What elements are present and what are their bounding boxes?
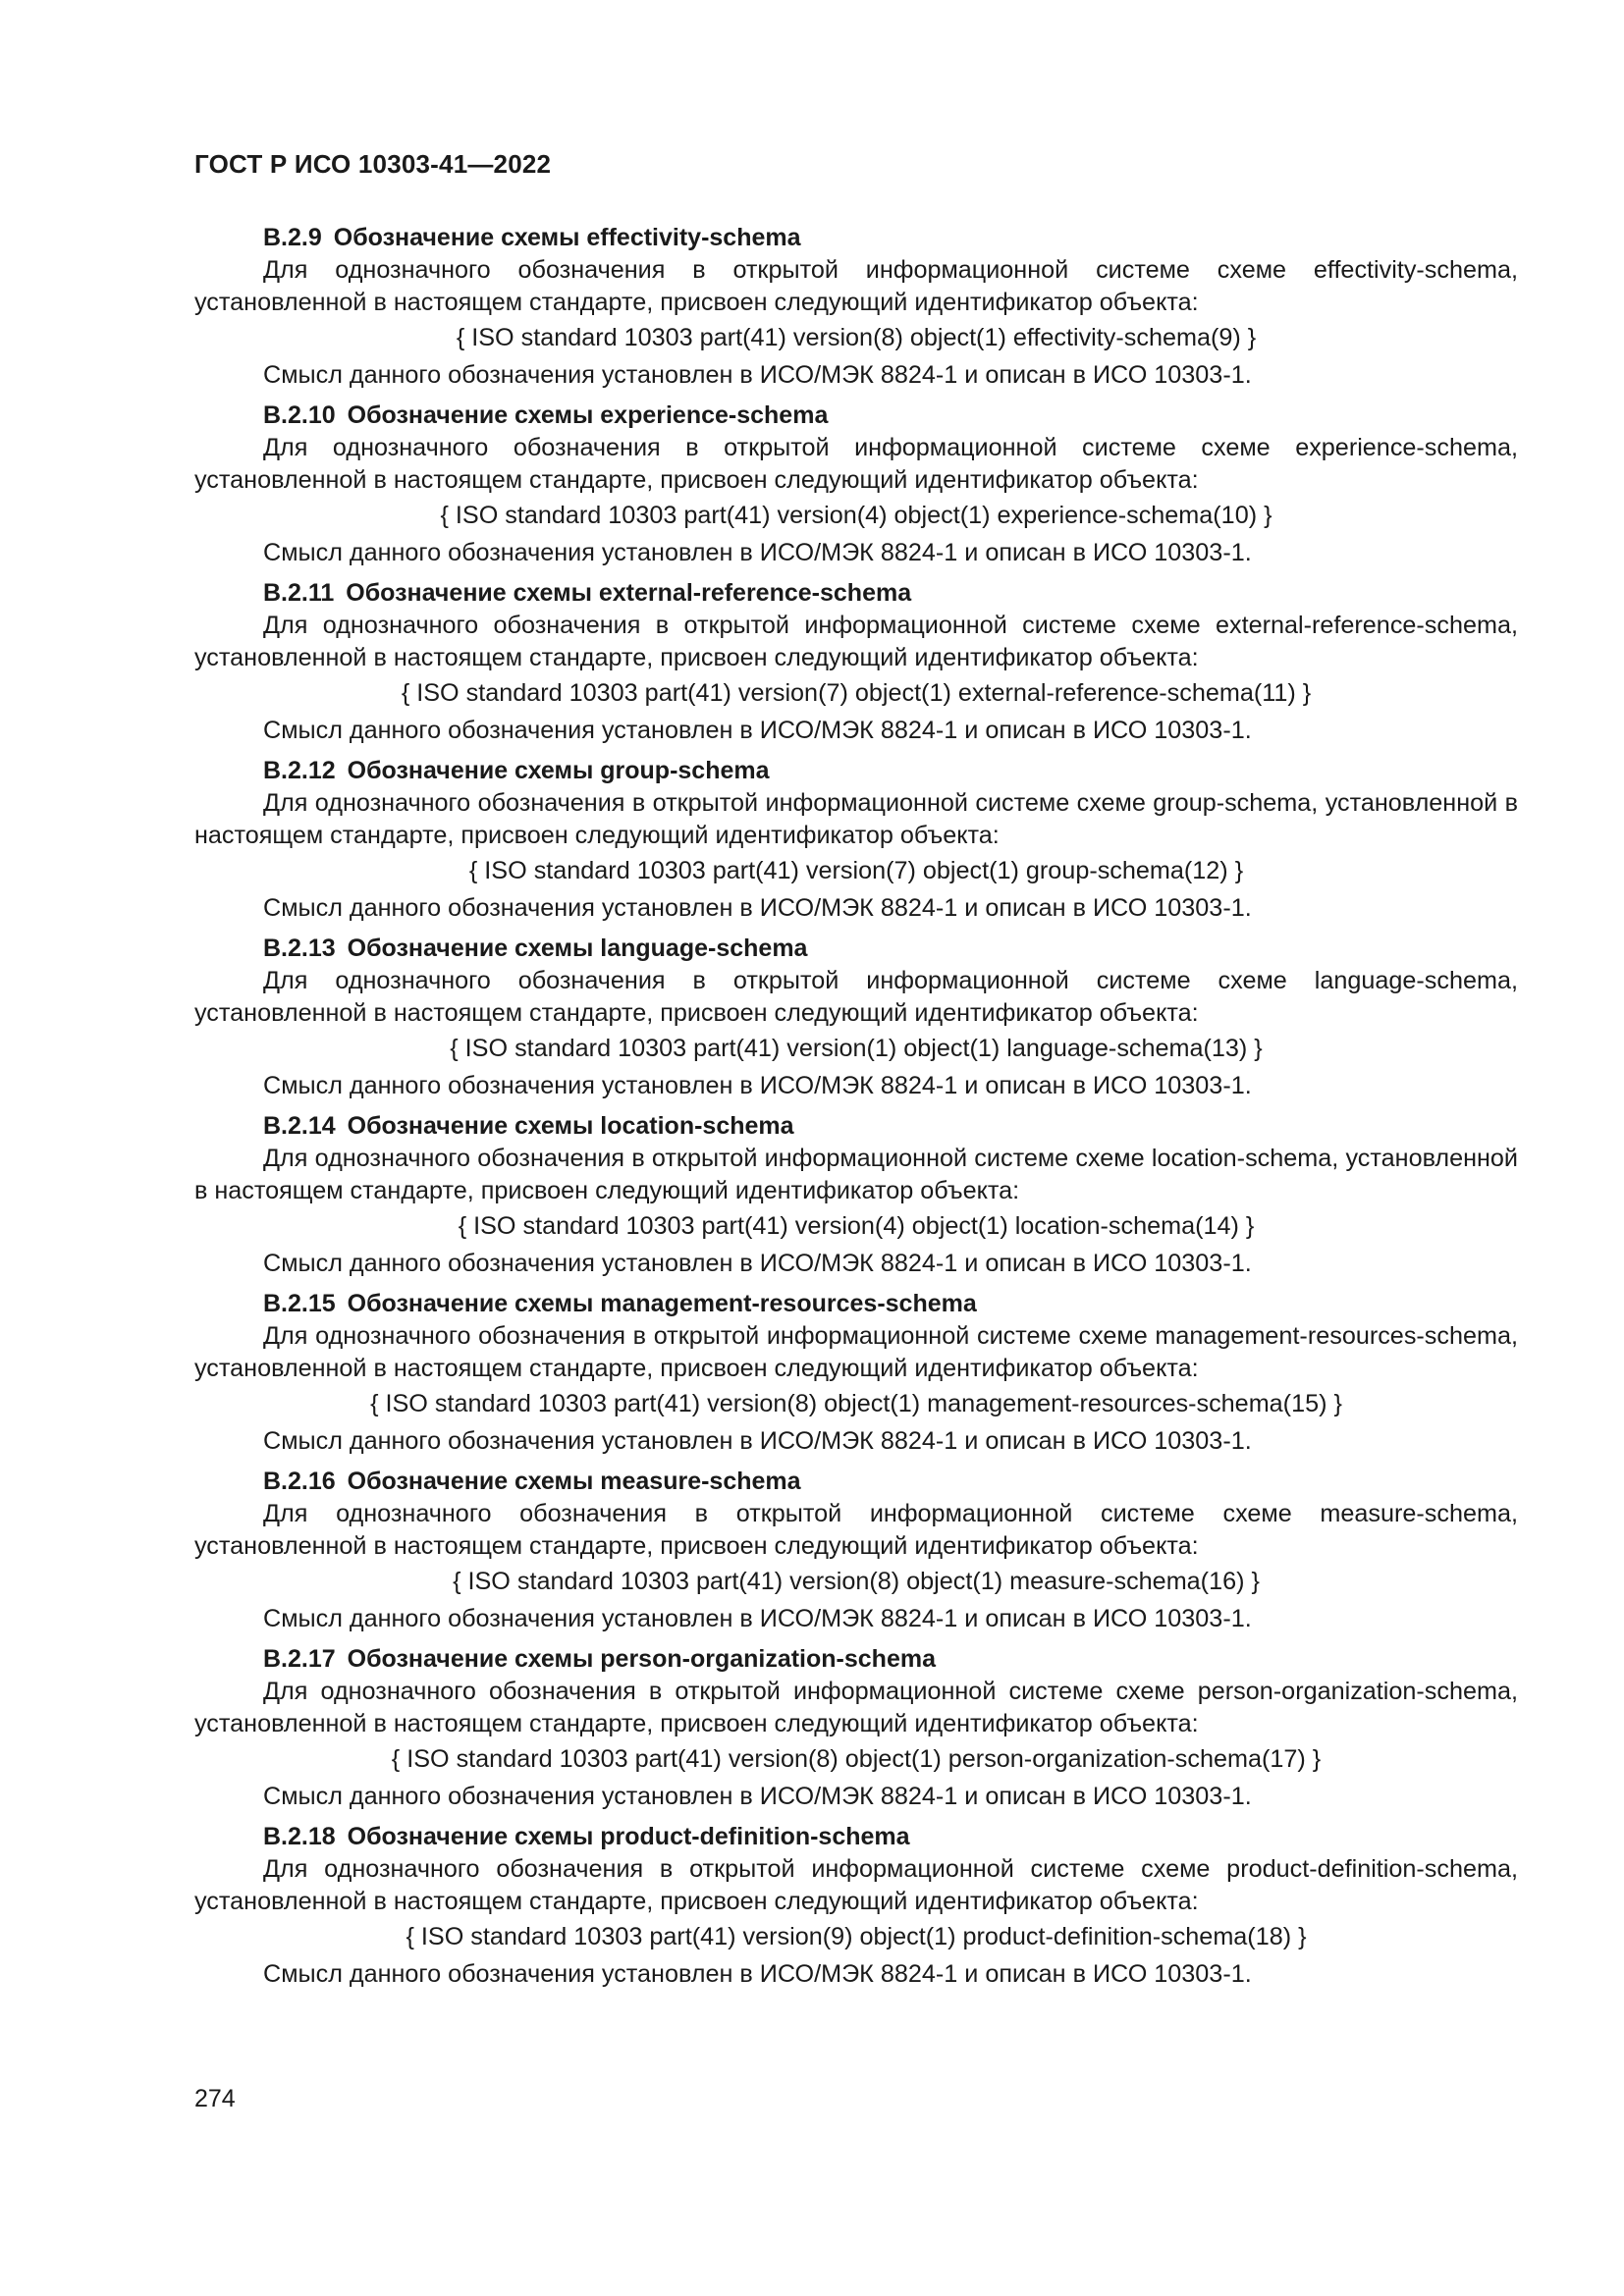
meaning-note: Смысл данного обозначения установлен в ИСО/МЭК 8824-1 и описан в ИСО 10303-1. [263, 1250, 1252, 1277]
object-identifier: { ISO standard 10303 part(41) version(1) object(1) language-schema(13) } [450, 1035, 1263, 1062]
section-heading: Обозначение схемы external-reference-schema [346, 579, 912, 607]
section-b-2-18 [194, 1821, 1518, 1991]
section-title [194, 1466, 1518, 1498]
section-title [194, 222, 1518, 254]
section-heading: Обозначение схемы product-definition-schema [347, 1823, 910, 1850]
section-number: B.2.15 [263, 1290, 336, 1317]
document-header: ГОСТ Р ИСО 10303-41—2022 [194, 149, 552, 179]
section-b-2-9 [194, 222, 1518, 392]
section-title [194, 1643, 1518, 1676]
section-heading: Обозначение схемы location-schema [347, 1112, 794, 1140]
meaning-note: Смысл данного обозначения установлен в ИСО/МЭК 8824-1 и описан в ИСО 10303-1. [263, 1783, 1252, 1810]
meaning-note: Смысл данного обозначения установлен в ИСО/МЭК 8824-1 и описан в ИСО 10303-1. [263, 539, 1252, 566]
meaning-note: Смысл данного обозначения установлен в ИСО/МЭК 8824-1 и описан в ИСО 10303-1. [263, 1605, 1252, 1632]
section-b-2-13 [194, 933, 1518, 1102]
object-identifier: { ISO standard 10303 part(41) version(4) object(1) experience-schema(10) } [440, 502, 1272, 529]
section-heading: Обозначение схемы person-organization-schema [347, 1645, 936, 1673]
section-number: B.2.17 [263, 1645, 336, 1673]
section-heading: Обозначение схемы language-schema [347, 934, 808, 962]
section-number: B.2.10 [263, 401, 336, 429]
section-b-2-16 [194, 1466, 1518, 1635]
page-number: 274 [194, 2085, 236, 2112]
section-title [194, 755, 1518, 787]
section-heading: Обозначение схемы experience-schema [347, 401, 829, 429]
section-description: Для однозначного обозначения в открытой информационной системе схеме external-reference-schema, установленной в настоящем стандарте, присвоен следующий идентификатор объекта: [194, 612, 1518, 671]
object-identifier: { ISO standard 10303 part(41) version(4) object(1) location-schema(14) } [458, 1212, 1255, 1240]
object-identifier: { ISO standard 10303 part(41) version(7) object(1) group-schema(12) } [468, 857, 1244, 884]
section-number: B.2.14 [263, 1112, 336, 1140]
section-heading: Обозначение схемы effectivity-schema [333, 224, 801, 251]
meaning-note: Смысл данного обозначения установлен в ИСО/МЭК 8824-1 и описан в ИСО 10303-1. [263, 1960, 1252, 1988]
meaning-note: Смысл данного обозначения установлен в ИСО/МЭК 8824-1 и описан в ИСО 10303-1. [263, 894, 1252, 922]
section-description: Для однозначного обозначения в открытой информационной системе схеме measure-schema, установленной в настоящем стандарте, присвоен следующий идентификатор объекта: [194, 1500, 1518, 1560]
section-title [194, 577, 1518, 610]
section-title [194, 933, 1518, 965]
object-identifier: { ISO standard 10303 part(41) version(8) object(1) measure-schema(16) } [453, 1568, 1260, 1595]
section-title [194, 400, 1518, 432]
meaning-note: Смысл данного обозначения установлен в ИСО/МЭК 8824-1 и описан в ИСО 10303-1. [263, 717, 1252, 744]
section-number: B.2.9 [263, 224, 322, 251]
object-identifier: { ISO standard 10303 part(41) version(8) object(1) effectivity-schema(9) } [456, 324, 1257, 351]
object-identifier: { ISO standard 10303 part(41) version(9) object(1) product-definition-schema(18) } [406, 1923, 1307, 1950]
object-identifier: { ISO standard 10303 part(41) version(8) object(1) person-organization-schema(17) } [391, 1745, 1322, 1773]
object-identifier: { ISO standard 10303 part(41) version(8) object(1) management-resources-schema(15) } [370, 1390, 1342, 1417]
section-description: Для однозначного обозначения в открытой информационной системе схеме effectivity-schema, установленной в настоящем стандарте, присвоен следующий идентификатор объекта: [194, 256, 1518, 316]
section-heading: Обозначение схемы management-resources-schema [347, 1290, 977, 1317]
section-title [194, 1821, 1518, 1853]
section-b-2-12 [194, 755, 1518, 925]
meaning-note: Смысл данного обозначения установлен в ИСО/МЭК 8824-1 и описан в ИСО 10303-1. [263, 1072, 1252, 1099]
section-heading: Обозначение схемы group-schema [347, 757, 770, 784]
section-description: Для однозначного обозначения в открытой информационной системе схеме language-schema, установленной в настоящем стандарте, присвоен следующий идентификатор объекта: [194, 967, 1518, 1027]
object-identifier: { ISO standard 10303 part(41) version(7) object(1) external-reference-schema(11) } [401, 679, 1312, 707]
section-description: Для однозначного обозначения в открытой информационной системе схеме experience-schema, установленной в настоящем стандарте, присвоен следующий идентификатор объекта: [194, 434, 1518, 494]
section-b-2-14 [194, 1110, 1518, 1280]
section-number: B.2.16 [263, 1468, 336, 1495]
section-title [194, 1288, 1518, 1320]
section-title [194, 1110, 1518, 1143]
meaning-note: Смысл данного обозначения установлен в ИСО/МЭК 8824-1 и описан в ИСО 10303-1. [263, 361, 1252, 389]
meaning-note: Смысл данного обозначения установлен в ИСО/МЭК 8824-1 и описан в ИСО 10303-1. [263, 1427, 1252, 1455]
section-b-2-11 [194, 577, 1518, 747]
section-description: Для однозначного обозначения в открытой информационной системе схеме management-resources-schema, установленной в настоящем стандарте, присвоен следующий идентификатор объекта: [194, 1322, 1518, 1382]
section-number: B.2.13 [263, 934, 336, 962]
section-description: Для однозначного обозначения в открытой информационной системе схеме product-definition-schema, установленной в настоящем стандарте, присвоен следующий идентификатор объекта: [194, 1855, 1518, 1915]
document-body [194, 222, 1518, 1999]
section-heading: Обозначение схемы measure-schema [347, 1468, 801, 1495]
section-description: Для однозначного обозначения в открытой информационной системе схеме group-schema, установленной в настоящем стандарте, присвоен следующий идентификатор объекта: [194, 789, 1518, 849]
section-number: B.2.11 [263, 579, 335, 607]
section-description: Для однозначного обозначения в открытой информационной системе схеме person-organization-schema, установленной в настоящем стандарте, присвоен следующий идентификатор объекта: [194, 1678, 1518, 1737]
section-number: B.2.12 [263, 757, 336, 784]
section-b-2-15 [194, 1288, 1518, 1458]
section-b-2-17 [194, 1643, 1518, 1813]
section-b-2-10 [194, 400, 1518, 569]
section-number: B.2.18 [263, 1823, 336, 1850]
section-description: Для однозначного обозначения в открытой информационной системе схеме location-schema, установленной в настоящем стандарте, присвоен следующий идентификатор объекта: [194, 1145, 1518, 1204]
